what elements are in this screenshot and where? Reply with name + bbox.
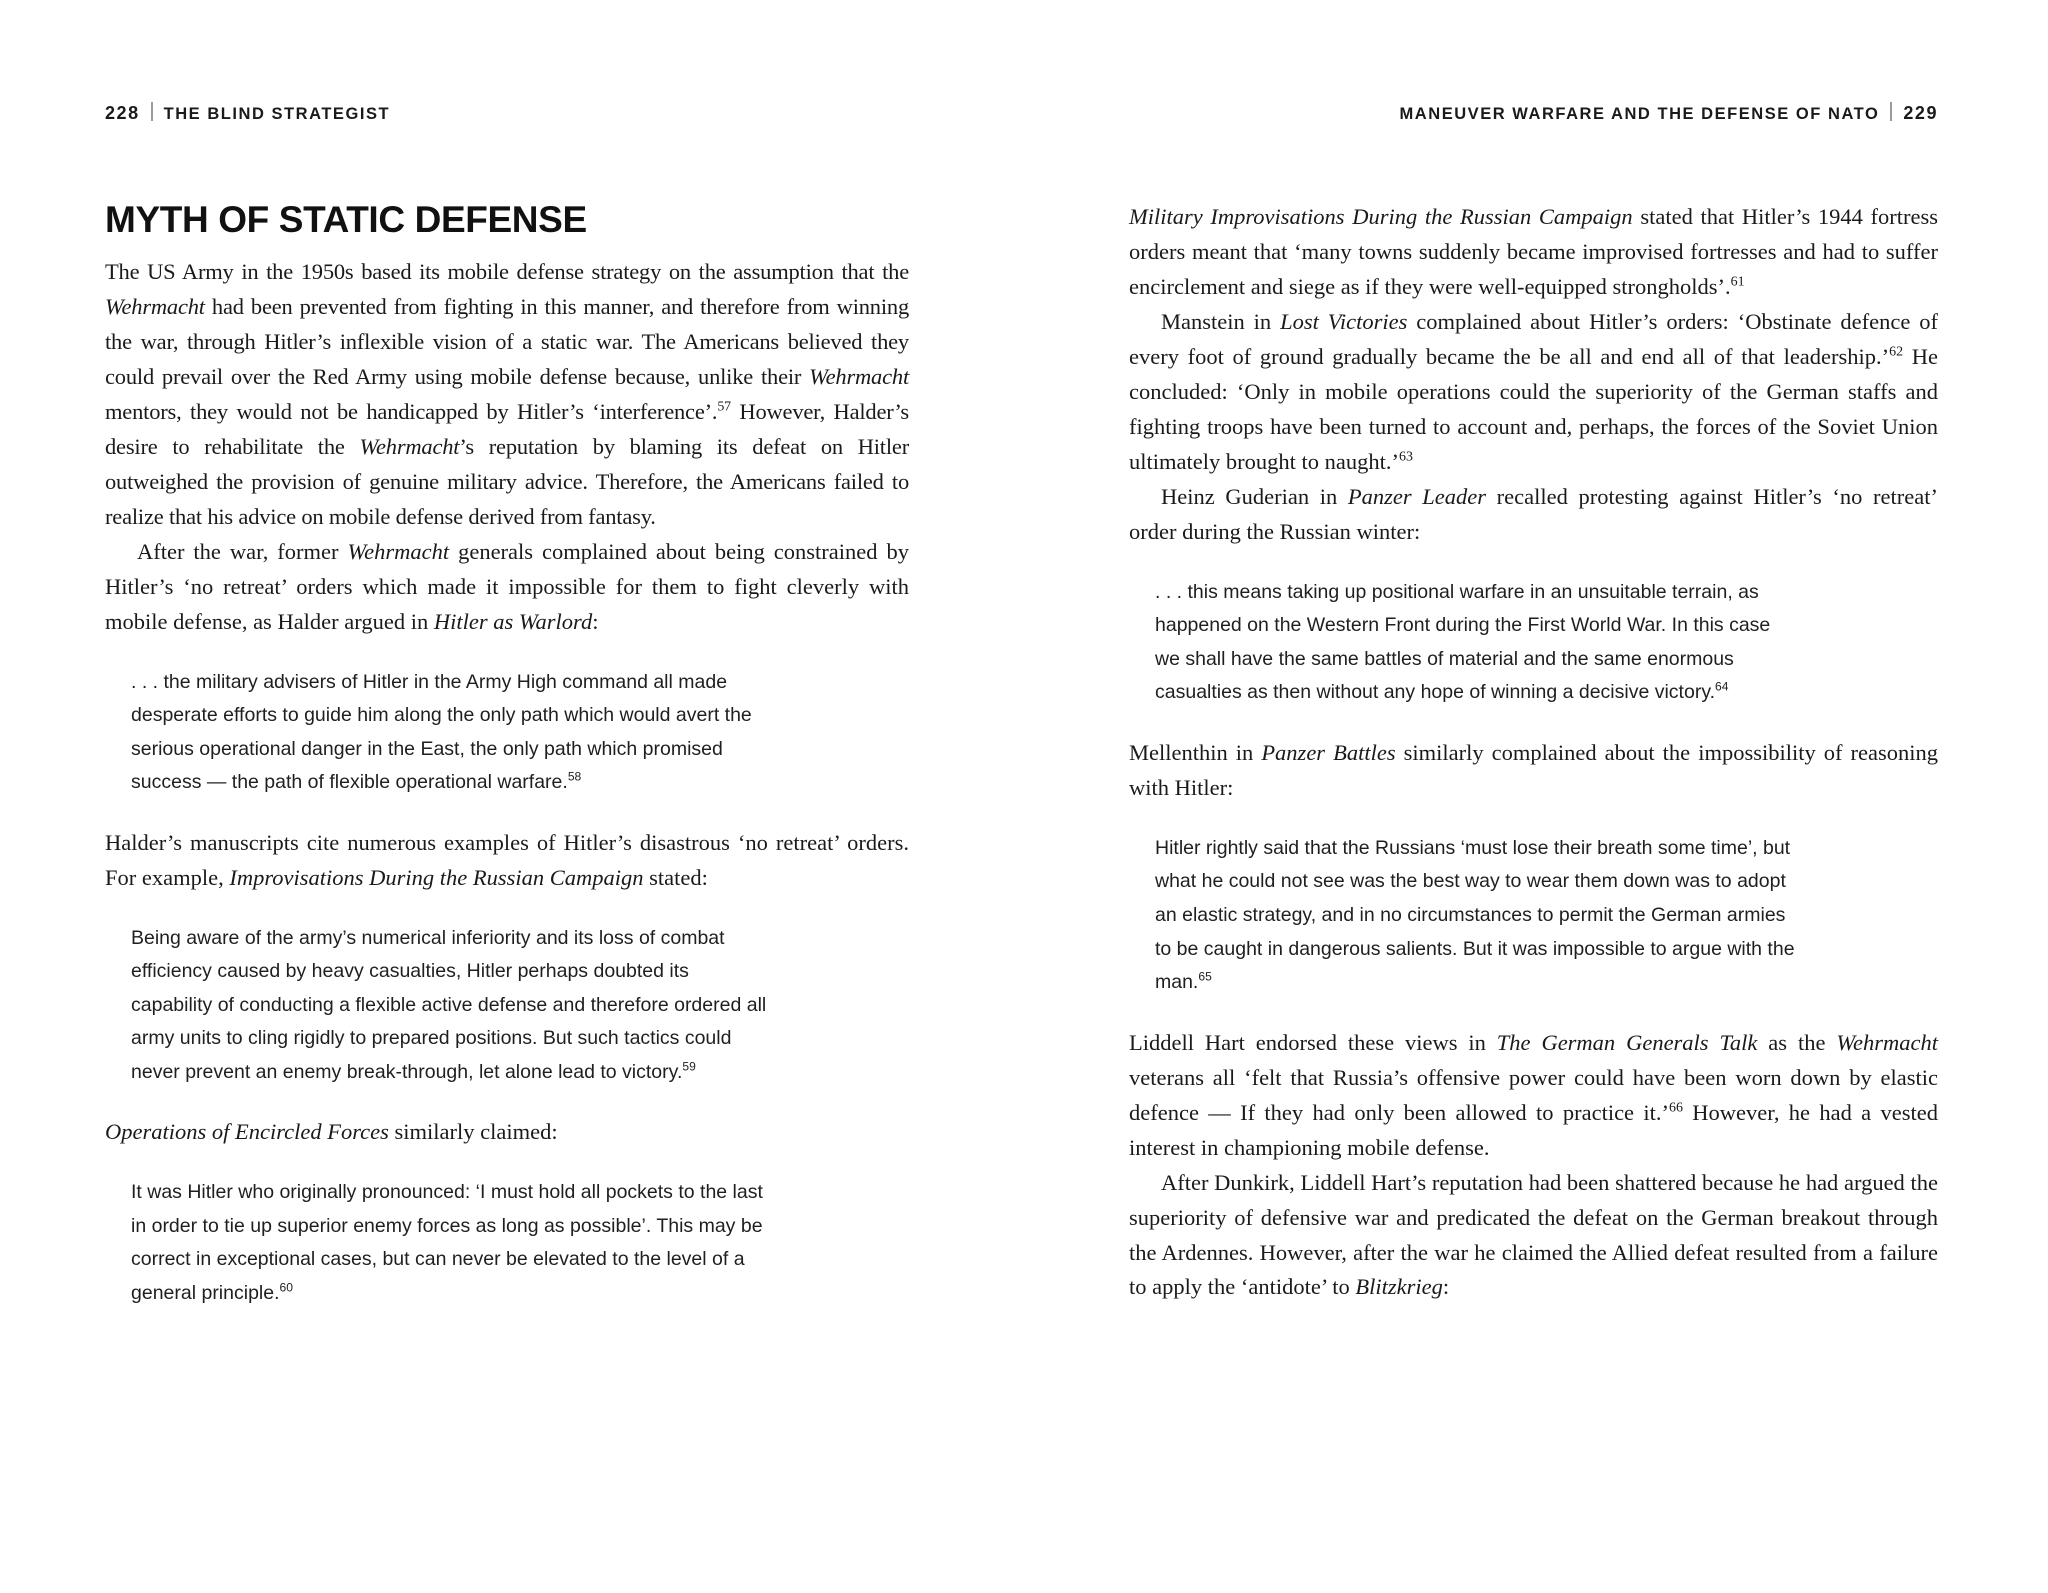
paragraph-2: Manstein in Lost Victories complained about Hitler’s orders: ‘Obstinate defence of every foot of ground gradually became the be all and end all of that leadership.’$^{62}$ He concluded: ‘Only in mobile operations could the superiority of the German staffs and fighting troops have been turned to account and, perhaps, the forces of the Soviet Union ultimately brought to naught.’$^{63}$ — [1129, 308, 1938, 474]
blockquote-mellenthin: Hitler rightly said that the Russians ‘must lose their breath some time’, but what he could not see was the best way to wear them down was to adopt an elastic strategy, and in no circumstances to permit the German armies to be caught in dangerous salients. But it was impossible to argue with the man.$^{65}$ — [1155, 836, 1795, 994]
blockquote-improvisations: Being aware of the army’s numerical inferiority and its loss of combat efficiency caused by heavy casualties, Hitler perhaps doubted its capability of conducting a flexible active defense and therefore ordered all army units to cling rigidly to prepared positions. But such tactics could never prevent an enemy break-through, let alone lead to victory.$^{59}$ — [131, 926, 767, 1083]
running-head-right — [1129, 100, 1938, 122]
blockquote-encircled-forces: It was Hitler who originally pronounced: ‘I must hold all pockets to the last in order to tie up superior enemy forces as long as possible’. This may be correct in exceptional cases, but can never be elevated to the level of a general principle.$^{60}$ — [131, 1181, 763, 1304]
folio-divider — [1890, 102, 1892, 121]
paragraph-5: Liddell Hart endorsed these views in The German Generals Talk as the Wehrmacht veterans all ‘felt that Russia’s offensive power could have been worn down by elastic defence — If they had only been allowed to practice it.’$^{66}$ However, he had a vested interest in championing mobile defense. — [1129, 1029, 1938, 1160]
folio-divider — [151, 102, 153, 121]
paragraph-3: Halder’s manuscripts cite numerous examples of Hitler’s disastrous ‘no retreat’ orders. For example, Improvisations During the Russian Campaign stated: — [105, 829, 909, 890]
paragraph-6: After Dunkirk, Liddell Hart’s reputation had been shattered because he had argued the superiority of defensive war and predicated the defeat on the German breakout through the Ardennes. However, after the war he claimed the Allied defeat resulted from a failure to apply the ‘antidote’ to Blitzkrieg: — [1129, 1169, 1938, 1300]
paragraph-1: The US Army in the 1950s based its mobile defense strategy on the assumption that the Wehrmacht had been prevented from fighting in this manner, and therefore from winning the war, through Hitler’s inflexible vision of a static war. The Americans believed they could prevail over the Red Army using mobile defense because, unlike their Wehrmacht mentors, they would not be handicapped by Hitler’s ‘interference’.$^{57}$ However, Halder’s desire to rehabilitate the Wehrmacht’s reputation by blaming its defeat on Hitler outweighed the provision of genuine military advice. Therefore, the Americans failed to realize that his advice on mobile defense derived from fantasy. — [105, 258, 909, 529]
paragraph-3: Heinz Guderian in Panzer Leader recalled protesting against Hitler’s ‘no retreat’ order during the Russian winter: — [1129, 483, 1938, 544]
blockquote-halder: . . . the military advisers of Hitler in the Army High command all made desperate efforts to guide him along the only path which would avert the serious operational danger in the East, the only path which promised success — the path of flexible operational warfare.$^{58}$ — [131, 670, 752, 794]
folio-left: 228 — [105, 103, 140, 123]
blockquote-guderian: . . . this means taking up positional warfare in an unsuitable terrain, as happened on the Western Front during the First World War. In this case we shall have the same battles of material and the same enormous casualties as then without any hope of winning a decisive victory.$^{64}$ — [1155, 580, 1771, 704]
paragraph-1: Military Improvisations During the Russian Campaign stated that Hitler’s 1944 fortress orders meant that ‘many towns suddenly became improvised fortresses and had to suffer encirclement and siege as if they were well-equipped strongholds’.$^{61}$ — [1129, 204, 1938, 299]
page-right — [1024, 0, 2048, 1593]
paragraph-4: Mellenthin in Panzer Battles similarly complained about the impossibility of reasoning with Hitler: — [1129, 739, 1939, 800]
section-heading: MYTH OF STATIC DEFENSE — [105, 199, 587, 240]
paragraph-2: After the war, former Wehrmacht generals complained about being constrained by Hitler’s ‘no retreat’ orders which made it impossible for them to fight cleverly with mobile defense, as Halder argued in Hitler as Warlord: — [105, 538, 909, 634]
paragraph-4: Operations of Encircled Forces similarly claimed: — [105, 1119, 558, 1145]
folio-right: 229 — [1903, 103, 1938, 123]
running-title-left: THE BLIND STRATEGIST — [163, 105, 391, 123]
running-title-right: MANEUVER WARFARE AND THE DEFENSE OF NATO — [1399, 105, 1880, 123]
running-head-left — [105, 100, 909, 122]
